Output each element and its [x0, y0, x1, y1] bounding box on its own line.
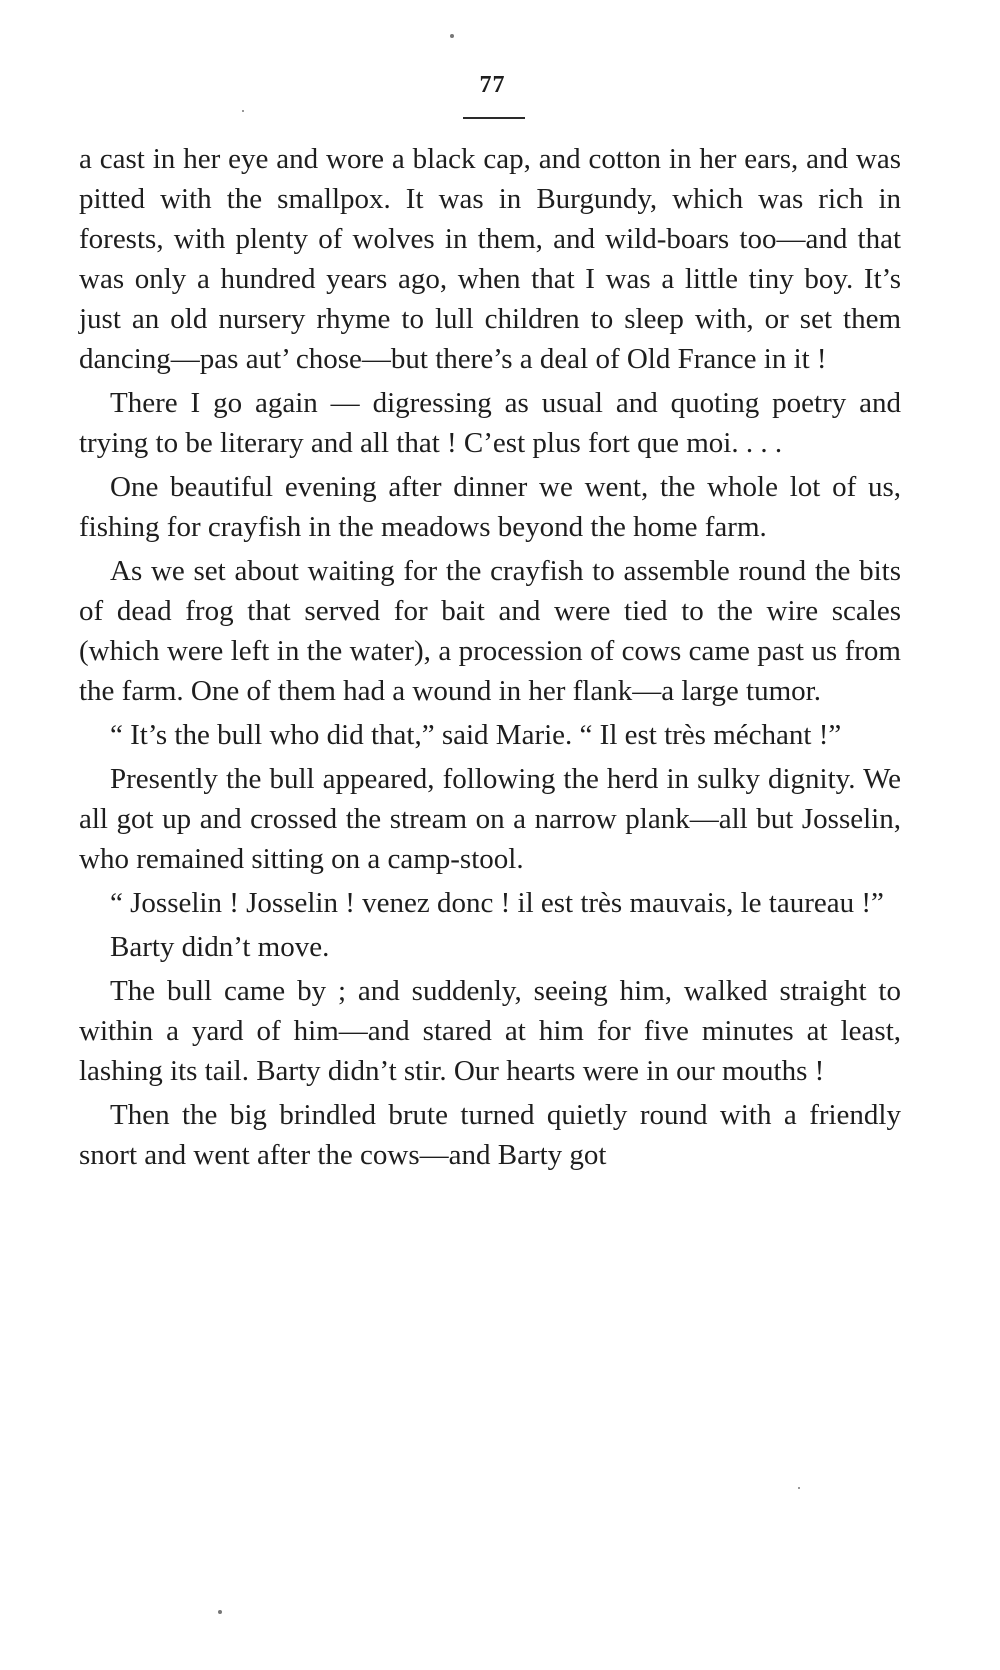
paragraph-3: One beautiful evening after dinner we went, the whole lot of us, fishing for crayfish in the meadows beyond the home farm. — [79, 471, 901, 543]
scan-speck — [798, 1487, 800, 1489]
paragraph-8: Barty didn’t move. — [110, 931, 330, 963]
paragraph-10: Then the big brindled brute turned quietly round with a friendly snort and went after the cows—and Barty got — [79, 1099, 901, 1171]
paragraph-1: a cast in her eye and wore a black cap, and cotton in her ears, and was pitted with the smallpox. It was in Burgundy, which was rich in forests, with plenty of wolves in them, and wild-boars too—and that was only a hundred years ago, when that I was a little tiny boy. It’s just an old nursery rhyme to lull children to sleep with, or set them dancing—pas aut’ chose—but there’s a deal of Old France in it ! — [79, 143, 901, 375]
scan-speck — [450, 34, 454, 38]
page-number-rule — [463, 117, 525, 119]
paragraph-5: “ It’s the bull who did that,” said Marie. “ Il est très méchant !” — [110, 719, 842, 751]
body-text — [79, 139, 901, 1175]
page-number: 77 — [479, 72, 506, 98]
paragraph-6: Presently the bull appeared, following the herd in sulky dignity. We all got up and crossed the stream on a narrow plank—all but Josselin, who remained sitting on a camp-stool. — [79, 763, 901, 875]
scan-speck — [218, 1610, 222, 1614]
paragraph-9: The bull came by ; and suddenly, seeing him, walked straight to within a yard of him—and stared at him for five minutes at least, lashing its tail. Barty didn’t stir. Our hearts were in our mouths ! — [79, 975, 901, 1087]
scan-speck — [242, 110, 244, 112]
paragraph-4: As we set about waiting for the crayfish to assemble round the bits of dead frog that served for bait and were tied to the wire scales (which were left in the water), a procession of cows came past us from the farm. One of them had a wound in her flank—a large tumor. — [79, 555, 901, 707]
paragraph-2: There I go again — digressing as usual and quoting poetry and trying to be literary and all that ! C’est plus fort que moi. . . . — [79, 387, 901, 459]
paragraph-7: “ Josselin ! Josselin ! venez donc ! il est très mauvais, le taureau !” — [110, 887, 884, 919]
